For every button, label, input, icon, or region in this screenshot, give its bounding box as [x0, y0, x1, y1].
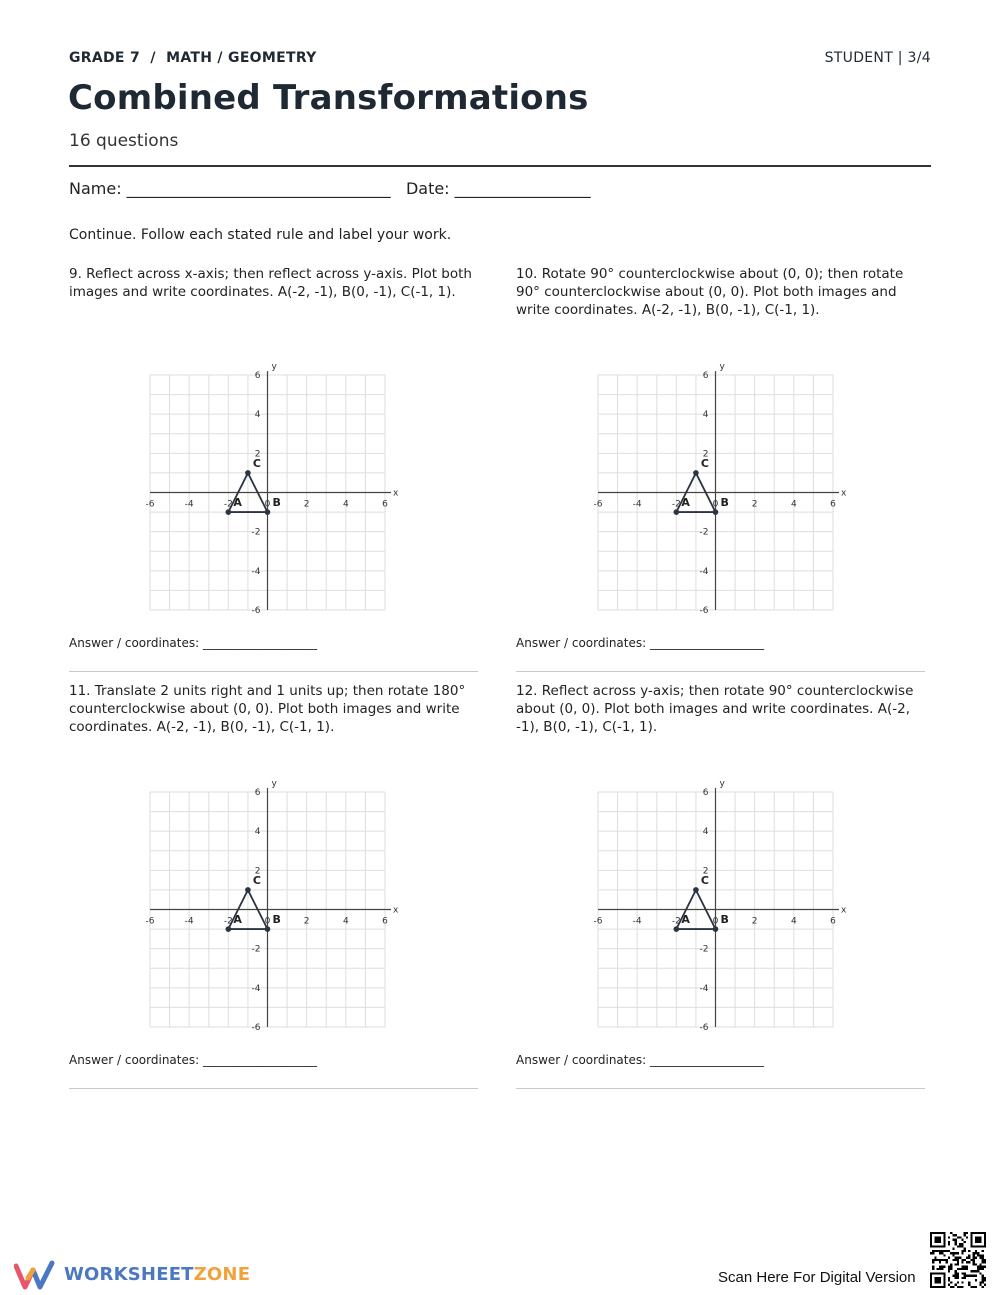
qr-module — [982, 1275, 984, 1277]
qr-module — [932, 1252, 934, 1254]
y-axis-label: y — [271, 362, 277, 372]
student-page-indicator: STUDENT | 3/4 — [824, 50, 931, 66]
qr-module — [955, 1263, 957, 1265]
qr-module — [973, 1261, 975, 1263]
qr-module — [964, 1241, 966, 1243]
qr-module — [948, 1279, 950, 1281]
qr-module — [964, 1250, 966, 1252]
qr-module — [982, 1286, 984, 1288]
x-tick-label: 2 — [303, 499, 310, 510]
qr-module — [948, 1250, 950, 1252]
qr-module — [950, 1286, 952, 1288]
qr-module — [961, 1250, 963, 1252]
page-header — [69, 50, 931, 70]
answer-line[interactable]: Answer / coordinates: ___________________ — [69, 636, 317, 650]
point-label-a: A — [681, 913, 690, 927]
point-a — [226, 926, 232, 932]
point-c — [245, 887, 251, 893]
qr-module — [973, 1263, 975, 1265]
qr-module — [957, 1263, 959, 1265]
qr-module — [975, 1257, 977, 1259]
x-axis-label: x — [393, 488, 399, 499]
qr-module — [968, 1254, 970, 1256]
qr-module — [957, 1236, 959, 1238]
x-tick-label: 4 — [342, 916, 349, 927]
x-tick-label: -4 — [632, 499, 642, 510]
qr-module — [966, 1266, 968, 1268]
qr-module — [977, 1268, 979, 1270]
x-tick-label: 4 — [342, 499, 349, 510]
qr-module — [982, 1259, 984, 1261]
point-label-a: A — [681, 496, 690, 510]
x-tick-label: -6 — [593, 499, 603, 510]
qr-module — [977, 1266, 979, 1268]
point-c — [693, 470, 699, 476]
qr-module — [961, 1266, 963, 1268]
qr-module — [948, 1243, 950, 1245]
coordinate-grid[interactable] — [140, 779, 400, 1039]
qr-module — [955, 1272, 957, 1274]
qr-module — [950, 1266, 952, 1268]
qr-module — [943, 1254, 945, 1256]
x-tick-label: 6 — [382, 916, 388, 927]
y-tick-label: -4 — [251, 983, 261, 994]
coordinate-grid[interactable] — [140, 362, 400, 622]
x-axis-label: x — [841, 905, 847, 916]
coordinate-grid[interactable] — [588, 779, 848, 1039]
y-tick-label: -6 — [251, 1023, 261, 1033]
x-tick-label: 4 — [790, 916, 797, 927]
point-b — [265, 926, 271, 932]
qr-module — [952, 1259, 954, 1261]
qr-module — [946, 1250, 948, 1252]
x-tick-label: 0 — [264, 916, 271, 927]
worksheetzone-logo[interactable] — [14, 1258, 254, 1292]
qr-module — [979, 1268, 981, 1270]
worksheetzone-logo-icon — [14, 1260, 56, 1290]
question-text: 10. Rotate 90° counterclockwise about (0, 0); then rotate 90° counterclockwise about (0, 0). Plot both images and write coordinates. A(-2, -1), B(0, -1), C(-1, 1). — [516, 266, 904, 318]
qr-module — [982, 1266, 984, 1268]
qr-module — [932, 1259, 934, 1261]
page-title: Combined Transformations — [68, 78, 589, 118]
y-tick-label: 2 — [702, 866, 709, 877]
qr-module — [952, 1286, 954, 1288]
qr-module — [932, 1268, 934, 1270]
point-b — [713, 509, 719, 515]
x-tick-label: 6 — [830, 499, 836, 510]
qr-module — [957, 1257, 959, 1259]
qr-module — [964, 1259, 966, 1261]
qr-module — [955, 1252, 957, 1254]
x-tick-label: -4 — [632, 916, 642, 927]
qr-module — [939, 1259, 941, 1261]
qr-module — [966, 1236, 968, 1238]
qr-module — [964, 1272, 966, 1274]
qr-module — [973, 1286, 975, 1288]
qr-module — [979, 1254, 981, 1256]
qr-module — [984, 1261, 986, 1263]
qr-module — [957, 1261, 959, 1263]
point-label-c: C — [252, 873, 261, 887]
y-tick-label: -6 — [699, 1023, 709, 1033]
qr-module — [979, 1272, 981, 1274]
x-tick-label: -2 — [671, 499, 681, 510]
qr-module — [952, 1275, 954, 1277]
qr-module — [964, 1234, 966, 1236]
qr-module — [939, 1261, 941, 1263]
qr-module — [959, 1268, 961, 1270]
y-tick-label: 4 — [254, 827, 261, 838]
logo-text-part1: WORKSHEET — [64, 1264, 194, 1285]
qr-module — [934, 1236, 941, 1243]
y-tick-label: 6 — [702, 788, 709, 798]
qr-module — [968, 1261, 970, 1263]
name-date-field: Name: _________________________________ Date: _________________ — [69, 179, 591, 198]
qr-module — [970, 1270, 972, 1272]
point-label-b: B — [272, 496, 281, 510]
qr-module — [957, 1286, 959, 1288]
qr-module — [941, 1268, 943, 1270]
x-tick-label: 2 — [303, 916, 310, 927]
question-text: 12. Reflect across y-axis; then rotate 90° counterclockwise about (0, 0). Plot both images and write coordinates. A(-2, -1), B(0, -1), C(-1, 1). — [516, 683, 914, 735]
point-a — [674, 509, 680, 515]
point-c — [245, 470, 251, 476]
x-tick-label: 4 — [790, 499, 797, 510]
qr-module — [937, 1250, 939, 1252]
x-tick-label: 6 — [382, 499, 388, 510]
qr-module — [948, 1268, 950, 1270]
qr-module — [955, 1275, 957, 1277]
qr-module — [975, 1270, 977, 1272]
qr-module — [959, 1257, 961, 1259]
scan-text: Scan Here For Digital Version — [718, 1269, 916, 1286]
answer-line[interactable]: Answer / coordinates: ___________________ — [69, 1053, 317, 1067]
header-divider — [69, 165, 931, 167]
qr-module — [970, 1286, 972, 1288]
qr-module — [934, 1250, 936, 1252]
point-label-b: B — [272, 913, 281, 927]
qr-module — [939, 1266, 941, 1268]
qr-module — [979, 1281, 981, 1283]
qr-module — [950, 1263, 952, 1265]
x-tick-label: -2 — [671, 916, 681, 927]
qr-module — [961, 1272, 963, 1274]
question-count: 16 questions — [69, 131, 179, 151]
qr-module — [961, 1259, 963, 1261]
qr-module — [964, 1268, 966, 1270]
qr-module — [982, 1277, 984, 1279]
x-tick-label: 2 — [751, 499, 758, 510]
qr-module — [973, 1270, 975, 1272]
qr-module — [946, 1261, 948, 1263]
x-axis-label: x — [841, 488, 847, 499]
qr-module — [984, 1266, 986, 1268]
qr-module — [961, 1243, 963, 1245]
qr-module — [948, 1270, 950, 1272]
question-separator — [516, 1088, 925, 1089]
x-tick-label: -4 — [184, 916, 194, 927]
qr-module — [957, 1245, 959, 1247]
qr-module — [970, 1259, 972, 1261]
qr-module — [957, 1259, 959, 1261]
qr-module — [932, 1266, 934, 1268]
qr-module — [975, 1250, 977, 1252]
qr-module — [970, 1275, 972, 1277]
qr-module — [964, 1275, 966, 1277]
y-tick-label: 2 — [702, 449, 709, 460]
qr-module — [948, 1241, 950, 1243]
qr-module — [939, 1268, 941, 1270]
qr-module — [975, 1275, 977, 1277]
y-tick-label: 6 — [702, 371, 709, 381]
qr-module — [959, 1236, 961, 1238]
qr-module — [939, 1252, 941, 1254]
logo-text-part2: ZONE — [193, 1264, 251, 1285]
qr-module — [973, 1259, 975, 1261]
qr-module — [932, 1261, 934, 1263]
point-label-a: A — [233, 913, 242, 927]
qr-module — [982, 1254, 984, 1256]
qr-module — [955, 1284, 957, 1286]
point-label-a: A — [233, 496, 242, 510]
qr-module — [955, 1277, 957, 1279]
qr-module — [952, 1254, 954, 1256]
qr-module — [959, 1286, 961, 1288]
qr-module — [937, 1259, 939, 1261]
qr-module — [973, 1252, 975, 1254]
qr-module — [979, 1284, 981, 1286]
qr-module — [948, 1236, 950, 1238]
x-tick-label: -4 — [184, 499, 194, 510]
qr-module — [950, 1252, 952, 1254]
y-tick-label: 6 — [254, 788, 261, 798]
qr-module — [955, 1234, 957, 1236]
qr-module — [930, 1252, 932, 1254]
qr-module — [957, 1281, 959, 1283]
qr-module — [966, 1232, 968, 1234]
answer-line[interactable]: Answer / coordinates: ___________________ — [516, 636, 764, 650]
qr-module — [943, 1266, 945, 1268]
qr-module — [934, 1277, 941, 1284]
qr-module — [939, 1250, 941, 1252]
qr-module — [968, 1284, 970, 1286]
qr-module — [948, 1266, 950, 1268]
point-a — [226, 509, 232, 515]
x-axis-label: x — [393, 905, 399, 916]
qr-module — [957, 1268, 959, 1270]
qr-module — [982, 1281, 984, 1283]
qr-module — [941, 1266, 943, 1268]
qr-module — [955, 1243, 957, 1245]
y-axis-label: y — [719, 362, 725, 372]
point-label-c: C — [700, 456, 709, 470]
qr-module — [952, 1252, 954, 1254]
qr-module — [955, 1259, 957, 1261]
x-tick-label: 2 — [751, 916, 758, 927]
qr-module — [948, 1277, 950, 1279]
qr-module — [968, 1257, 970, 1259]
qr-module — [950, 1232, 952, 1234]
x-tick-label: 6 — [830, 916, 836, 927]
y-axis-label: y — [719, 779, 725, 789]
y-tick-label: 2 — [254, 449, 261, 460]
qr-module — [961, 1261, 963, 1263]
qr-module — [952, 1248, 954, 1250]
x-tick-label: 0 — [712, 916, 719, 927]
qr-module — [975, 1236, 982, 1243]
qr-module — [977, 1270, 979, 1272]
qr-module — [961, 1245, 963, 1247]
qr-module — [948, 1257, 950, 1259]
qr-module — [952, 1239, 954, 1241]
qr-module — [943, 1250, 945, 1252]
qr-module — [955, 1241, 957, 1243]
qr-module — [934, 1257, 936, 1259]
qr-module — [975, 1263, 977, 1265]
qr-module — [941, 1259, 943, 1261]
qr-module — [982, 1250, 984, 1252]
qr-code-icon[interactable] — [930, 1232, 986, 1288]
coordinate-grid[interactable] — [588, 362, 848, 622]
qr-module — [950, 1268, 952, 1270]
qr-module — [984, 1259, 986, 1261]
qr-module — [957, 1252, 959, 1254]
qr-module — [984, 1277, 986, 1279]
qr-module — [966, 1261, 968, 1263]
x-tick-label: -2 — [223, 916, 233, 927]
y-tick-label: -2 — [251, 527, 261, 538]
x-tick-label: -2 — [223, 499, 233, 510]
qr-module — [984, 1279, 986, 1281]
x-tick-label: -6 — [145, 916, 155, 927]
qr-module — [966, 1257, 968, 1259]
qr-module — [952, 1234, 954, 1236]
x-tick-label: -6 — [145, 499, 155, 510]
qr-module — [975, 1286, 977, 1288]
point-c — [693, 887, 699, 893]
qr-module — [961, 1252, 963, 1254]
qr-module — [961, 1281, 963, 1283]
qr-module — [961, 1268, 963, 1270]
qr-module — [982, 1257, 984, 1259]
point-b — [265, 509, 271, 515]
question-separator — [69, 1088, 478, 1089]
y-tick-label: -4 — [699, 566, 709, 577]
qr-module — [957, 1275, 959, 1277]
qr-module — [979, 1257, 981, 1259]
qr-module — [973, 1254, 975, 1256]
qr-module — [964, 1248, 966, 1250]
qr-module — [979, 1263, 981, 1265]
qr-module — [964, 1232, 966, 1234]
qr-module — [955, 1239, 957, 1241]
qr-module — [975, 1252, 977, 1254]
y-tick-label: 6 — [254, 371, 261, 381]
qr-module — [982, 1261, 984, 1263]
qr-module — [984, 1284, 986, 1286]
qr-module — [959, 1245, 961, 1247]
qr-module — [955, 1270, 957, 1272]
qr-module — [950, 1281, 952, 1283]
qr-module — [957, 1277, 959, 1279]
qr-module — [959, 1243, 961, 1245]
qr-module — [973, 1257, 975, 1259]
y-tick-label: -4 — [699, 983, 709, 994]
qr-module — [955, 1257, 957, 1259]
qr-module — [975, 1279, 977, 1281]
qr-module — [973, 1275, 975, 1277]
qr-module — [946, 1259, 948, 1261]
qr-module — [982, 1279, 984, 1281]
y-tick-label: 4 — [254, 410, 261, 421]
qr-module — [982, 1268, 984, 1270]
qr-module — [964, 1266, 966, 1268]
point-label-b: B — [720, 496, 729, 510]
instructions: Continue. Follow each stated rule and label your work. — [69, 227, 452, 243]
logo-wordmark — [64, 1264, 250, 1285]
point-label-c: C — [700, 873, 709, 887]
qr-module — [943, 1259, 945, 1261]
point-label-b: B — [720, 913, 729, 927]
point-label-c: C — [252, 456, 261, 470]
x-tick-label: 0 — [712, 499, 719, 510]
qr-module — [941, 1252, 943, 1254]
point-a — [674, 926, 680, 932]
point-b — [713, 926, 719, 932]
qr-module — [968, 1250, 970, 1252]
y-tick-label: 4 — [702, 827, 709, 838]
qr-module — [966, 1275, 968, 1277]
qr-module — [968, 1275, 970, 1277]
question-separator — [516, 671, 925, 672]
question-text: 9. Reflect across x-axis; then reflect across y-axis. Plot both images and write coordinates. A(-2, -1), B(0, -1), C(-1, 1). — [69, 266, 472, 300]
qr-module — [957, 1272, 959, 1274]
qr-module — [964, 1277, 966, 1279]
qr-module — [961, 1239, 963, 1241]
answer-line[interactable]: Answer / coordinates: ___________________ — [516, 1053, 764, 1067]
y-tick-label: -2 — [699, 527, 709, 538]
qr-module — [937, 1268, 939, 1270]
qr-module — [948, 1284, 950, 1286]
x-tick-label: -6 — [593, 916, 603, 927]
qr-module — [941, 1250, 943, 1252]
qr-module — [979, 1266, 981, 1268]
y-tick-label: 2 — [254, 866, 261, 877]
breadcrumb: GRADE 7 / MATH / GEOMETRY — [69, 50, 317, 66]
y-tick-label: -2 — [251, 944, 261, 955]
qr-module — [966, 1268, 968, 1270]
qr-module — [934, 1259, 936, 1261]
qr-module — [961, 1277, 963, 1279]
y-tick-label: 4 — [702, 410, 709, 421]
y-axis-label: y — [271, 779, 277, 789]
y-tick-label: -6 — [699, 606, 709, 616]
y-tick-label: -4 — [251, 566, 261, 577]
y-tick-label: -6 — [251, 606, 261, 616]
qr-module — [932, 1250, 934, 1252]
qr-module — [961, 1286, 963, 1288]
qr-module — [977, 1254, 979, 1256]
x-tick-label: 0 — [264, 499, 271, 510]
question-separator — [69, 671, 478, 672]
question-text: 11. Translate 2 units right and 1 units up; then rotate 180° counterclockwise about (0, 0). Plot both images and write coordinates. A(-2, -1), B(0, -1), C(-1, 1). — [69, 683, 466, 735]
qr-module — [968, 1281, 970, 1283]
y-tick-label: -2 — [699, 944, 709, 955]
qr-module — [977, 1252, 979, 1254]
